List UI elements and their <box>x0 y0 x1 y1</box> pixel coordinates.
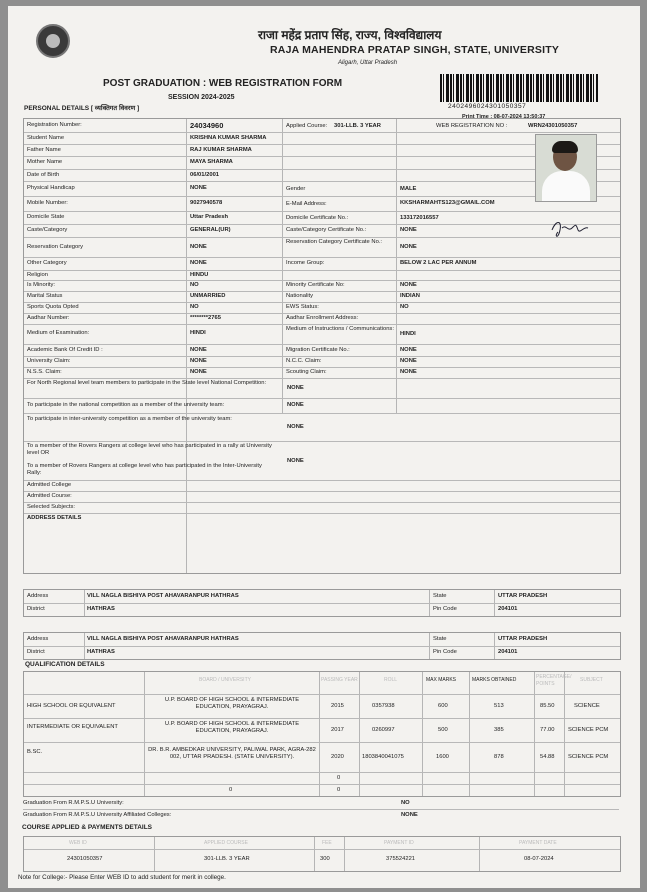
field-label: MAX MARKS <box>426 677 457 683</box>
field-label: Gender <box>286 186 306 192</box>
field-label: Other Category <box>27 260 67 266</box>
field-value: BELOW 2 LAC PER ANNUM <box>400 260 477 266</box>
field-label: 2020 <box>331 754 344 760</box>
field-label: 878 <box>494 754 504 760</box>
field-label: WEB REGISTRATION NO : <box>436 123 508 129</box>
field-label: N.C.C. Claim: <box>286 358 322 364</box>
field-value: NONE <box>190 185 207 191</box>
field-label: Nationality <box>286 293 314 299</box>
field-label: 500 <box>438 727 448 733</box>
field-label: To a member of the Rovers Rangers at college level who has participated in a rally at University level OR <box>27 443 272 456</box>
field-label: 0 <box>229 787 233 793</box>
graduation-claims <box>23 797 619 821</box>
field-label: BOARD / UNIVERSITY <box>199 677 251 683</box>
table-row <box>24 633 620 647</box>
field-label: 08-07-2024 <box>524 856 554 862</box>
field-label: PAYMENT ID <box>384 840 414 846</box>
qualification-table <box>23 671 621 797</box>
field-label: SUBJECT <box>580 677 603 683</box>
field-label: Minority Certificate No: <box>286 282 345 288</box>
table-row <box>24 324 620 345</box>
field-label: WEB ID <box>69 840 87 846</box>
field-label: 2017 <box>331 727 344 733</box>
table-row <box>24 398 620 414</box>
date-of-birth: 06/01/2001 <box>190 172 220 178</box>
field-value: UTTAR PRADESH <box>498 636 548 642</box>
field-value: UNMARRIED <box>190 293 226 299</box>
field-label: Reservation Category <box>27 244 84 250</box>
field-label: Mobile Number: <box>27 200 68 206</box>
field-label: U.P. BOARD OF HIGH SCHOOL & INTERMEDIATE EDUCATION, PRAYAGRAJ. <box>164 721 300 734</box>
field-value: 301-LLB. 3 YEAR <box>334 123 381 129</box>
table-row <box>23 809 619 821</box>
field-label: 24301050357 <box>67 856 103 862</box>
university-logo-icon <box>36 24 70 58</box>
field-value: NONE <box>287 424 304 430</box>
field-value: NONE <box>287 458 304 464</box>
field-value: 204101 <box>498 649 518 655</box>
field-label: Registration Number: <box>27 122 82 128</box>
field-value: 133172016557 <box>400 215 439 221</box>
table-row <box>24 196 620 212</box>
field-label: 77.00 <box>540 727 555 733</box>
field-label: PASSING YEAR <box>321 677 358 683</box>
table-row <box>24 646 620 659</box>
field-value: HATHRAS <box>87 649 115 655</box>
table-row <box>24 441 620 481</box>
field-value: 204101 <box>498 606 518 612</box>
field-label: Migration Certificate No.: <box>286 347 350 353</box>
field-label: To a member of Rovers Rangers at college level who has participated in the Inter-University Rally: <box>27 463 262 476</box>
address-block-2 <box>23 632 621 660</box>
table-row <box>24 257 620 271</box>
field-value: HINDI <box>190 330 206 336</box>
field-value: NONE <box>287 402 304 408</box>
registration-form <box>8 6 640 888</box>
field-value: NONE <box>400 227 417 233</box>
field-label: Medium of Instructions / Communications: <box>286 326 394 332</box>
field-value: NONE <box>400 347 417 353</box>
form-header <box>8 6 640 68</box>
barcode <box>440 74 598 102</box>
qualification-row <box>24 694 620 719</box>
mother-name: MAYA SHARMA <box>190 159 233 165</box>
field-label: Domicile Certificate No.: <box>286 215 349 221</box>
payment-section-title: COURSE APPLIED & PAYMENTS DETAILS <box>22 824 153 831</box>
field-label: B.SC. <box>27 749 43 755</box>
print-time: Print Time : 08-07-2024 13:50:37 <box>462 114 546 120</box>
field-label: PERCENTAGE/ POINTS <box>536 674 572 687</box>
field-label: Caste/Category Certificate No.: <box>286 227 367 233</box>
field-label: Pin Code <box>433 606 457 612</box>
field-value: NO <box>401 800 410 806</box>
field-value: NONE <box>400 358 417 364</box>
field-label: 513 <box>494 703 504 709</box>
field-label: Graduation From R.M.P.S.U University Affiliated Colleges: <box>23 812 172 818</box>
table-row <box>24 849 620 871</box>
field-label: 1803840041075 <box>362 754 404 760</box>
student-photo <box>535 134 597 202</box>
field-label: Income Group: <box>286 260 325 266</box>
field-label: Caste/Category <box>27 227 68 233</box>
field-label: State <box>433 593 447 599</box>
field-value: NONE <box>400 282 417 288</box>
field-label: HIGH SCHOOL OR EQUIVALENT <box>27 703 116 709</box>
field-label: Sports Quota Opted <box>27 304 79 310</box>
father-name: RAJ KUMAR SHARMA <box>190 147 252 153</box>
field-label: SCIENCE PCM <box>568 727 609 733</box>
form-title: POST GRADUATION : WEB REGISTRATION FORM <box>103 78 343 89</box>
field-label: Mother Name <box>27 159 63 165</box>
email-address: KKSHARMAHTS123@GMAIL.COM <box>400 200 495 206</box>
personal-details-grid <box>23 118 621 574</box>
registration-number: 24034960 <box>190 121 224 130</box>
field-value: NONE <box>190 244 207 250</box>
field-value: HINDU <box>190 272 209 278</box>
field-label: 375524221 <box>386 856 416 862</box>
field-label: Applied Course: <box>286 123 328 129</box>
field-label: To participate in inter-university competition as a member of the university team: <box>27 416 232 422</box>
field-label: 300 <box>320 856 330 862</box>
address-block-1 <box>23 589 621 617</box>
field-label: 0 <box>337 787 341 793</box>
field-label: E-Mail Address: <box>286 201 327 207</box>
field-label: 0260997 <box>372 727 395 733</box>
field-label: Medium of Examination: <box>27 330 90 336</box>
student-signature <box>548 216 594 240</box>
field-label: DR. B.R. AMBEDKAR UNIVERSITY, PALIWAL PARK, AGRA-282 002, UTTAR PRADESH. (STATE UNIVERSITY). <box>148 747 316 760</box>
barcode-number: 2402496024301050357 <box>448 103 527 110</box>
field-value: HINDI <box>400 331 416 337</box>
field-label: Physical Handicap <box>27 185 75 191</box>
field-label: MARKS OBTAINED <box>472 677 517 683</box>
field-label: State <box>433 636 447 642</box>
field-value: NO <box>190 282 199 288</box>
field-value: HATHRAS <box>87 606 115 612</box>
field-value: NONE <box>400 369 417 375</box>
student-name: KRISHNA KUMAR SHARMA <box>190 135 267 141</box>
field-label: Selected Subjects: <box>27 504 76 510</box>
field-label: Domicile State <box>27 214 65 220</box>
field-label: 2015 <box>331 703 344 709</box>
aadhar-number: ********2765 <box>190 315 221 321</box>
field-value: Uttar Pradesh <box>190 214 229 220</box>
table-row <box>24 224 620 238</box>
qualification-row <box>24 718 620 743</box>
university-name-hindi: राजा महेंद्र प्रताप सिंह, राज्य, विश्वविद्यालय <box>258 28 442 42</box>
field-label: 1600 <box>436 754 449 760</box>
field-label: 85.50 <box>540 703 555 709</box>
field-label: Marital Status <box>27 293 63 299</box>
field-label: 54.88 <box>540 754 555 760</box>
field-value: MALE <box>400 186 417 192</box>
field-label: Scouting Claim: <box>286 369 327 375</box>
mobile-number: 9027940578 <box>190 200 223 206</box>
field-label: Father Name <box>27 147 61 153</box>
field-value: NONE <box>190 369 207 375</box>
field-label: SCIENCE PCM <box>568 754 609 760</box>
field-value: NONE <box>287 385 304 391</box>
field-label: Religion <box>27 272 48 278</box>
field-label: 0 <box>337 775 341 781</box>
payment-table <box>23 836 621 872</box>
field-label: U.P. BOARD OF HIGH SCHOOL & INTERMEDIATE EDUCATION, PRAYAGRAJ. <box>164 697 300 710</box>
field-label: University Claim: <box>27 358 71 364</box>
field-label: 600 <box>438 703 448 709</box>
field-value: NO <box>190 304 199 310</box>
field-label: Pin Code <box>433 649 457 655</box>
table-row <box>24 784 620 796</box>
table-row <box>24 181 620 197</box>
qualification-header-row <box>24 672 620 695</box>
field-label: 0357938 <box>372 703 395 709</box>
field-label: For North Regional level team members to participate in the State level National Competition: <box>27 380 267 386</box>
table-row <box>24 590 620 604</box>
field-label: Student Name <box>27 135 65 141</box>
address-section-title: ADDRESS DETAILS <box>27 515 82 521</box>
field-label: Address <box>27 593 49 599</box>
field-label: To participate in the national competition as a member of the university team: <box>27 402 225 408</box>
field-label: Admitted College <box>27 482 72 488</box>
field-label: SCIENCE <box>574 703 600 709</box>
qualification-row <box>24 742 620 773</box>
field-value: NONE <box>400 244 417 250</box>
field-label: Address <box>27 636 49 642</box>
university-location: Aligarh, Uttar Pradesh <box>338 60 398 66</box>
field-label: Admitted Course: <box>27 493 72 499</box>
web-registration-no: WRN24301050357 <box>528 123 578 129</box>
field-label: Reservation Category Certificate No.: <box>286 239 383 245</box>
field-label: Is Minority: <box>27 282 56 288</box>
field-value: GENERAL(UR) <box>190 227 231 233</box>
field-label: FEE <box>322 840 332 846</box>
field-label: Date of Birth <box>27 172 60 178</box>
field-value: VILL NAGLA BISHIYA POST AHAVARANPUR HATHRAS <box>87 593 239 599</box>
field-label: APPLIED COURSE <box>204 840 248 846</box>
field-label: District <box>27 606 45 612</box>
field-label: INTERMEDIATE OR EQUIVALENT <box>27 724 118 730</box>
field-label: 301-LLB. 3 YEAR <box>204 856 250 862</box>
table-row <box>24 237 620 258</box>
field-label: Aadhar Enrollment Address: <box>286 315 359 321</box>
personal-section-title: PERSONAL DETAILS [ व्यक्तिगत विवरण ] <box>24 105 140 112</box>
field-label: District <box>27 649 45 655</box>
row-registration <box>24 119 620 133</box>
table-row <box>24 156 620 170</box>
field-value: NONE <box>190 358 207 364</box>
field-value: NONE <box>190 260 207 266</box>
field-label: N.S.S. Claim: <box>27 369 62 375</box>
field-value: VILL NAGLA BISHIYA POST AHAVARANPUR HATHRAS <box>87 636 239 642</box>
field-value: INDIAN <box>400 293 420 299</box>
field-label: 385 <box>494 727 504 733</box>
field-value: NO <box>400 304 409 310</box>
qualification-section-title: QUALIFICATION DETAILS <box>25 661 105 668</box>
table-row <box>24 211 620 225</box>
table-row <box>24 378 620 399</box>
table-row <box>24 413 620 442</box>
field-value: NONE <box>190 347 207 353</box>
field-label: ROLL <box>384 677 398 683</box>
field-label: PAYMENT DATE <box>519 840 557 846</box>
field-label: Aadhar Number: <box>27 315 70 321</box>
university-name-english: RAJA MAHENDRA PRATAP SINGH, STATE, UNIVERSITY <box>270 44 560 56</box>
session: SESSION 2024-2025 <box>168 94 235 101</box>
field-value: NONE <box>401 812 418 818</box>
note-for-college: Note for College:- Please Enter WEB ID to add student for merit in college. <box>18 874 226 881</box>
table-row <box>24 603 620 616</box>
field-label: EWS Status: <box>286 304 319 310</box>
field-label: Academic Bank Of Credit ID : <box>27 347 103 353</box>
field-value: UTTAR PRADESH <box>498 593 548 599</box>
field-label: Graduation From R.M.P.S.U University: <box>23 800 124 806</box>
table-row <box>24 513 620 524</box>
